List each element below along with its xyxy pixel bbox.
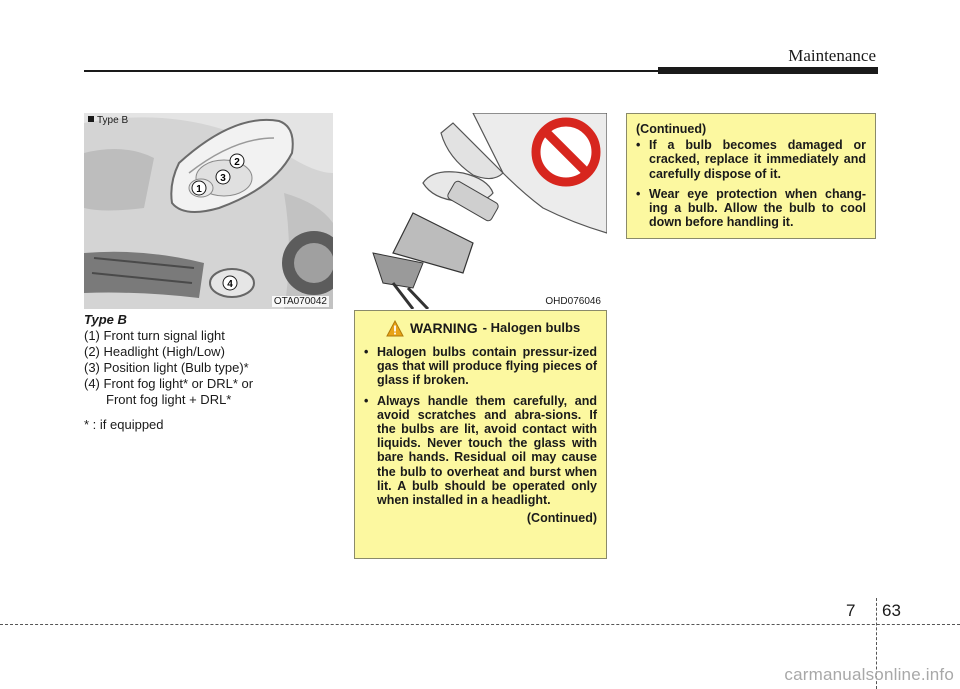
hand-bulb-illustration bbox=[353, 113, 607, 309]
warning-box bbox=[354, 310, 607, 559]
figure-code-right: OHD076046 bbox=[545, 296, 601, 307]
callout-1 bbox=[192, 181, 206, 195]
bulb-handling-figure bbox=[353, 113, 607, 309]
continued-heading: (Continued) bbox=[636, 122, 707, 136]
warning-subtitle: - Halogen bulbs bbox=[482, 320, 581, 336]
footer-rule bbox=[0, 624, 960, 625]
callout-layer bbox=[84, 113, 333, 309]
callout-3 bbox=[216, 170, 230, 184]
section-title: Maintenance bbox=[788, 46, 876, 65]
caption-note: * : if equipped bbox=[84, 417, 164, 432]
prohibition-icon bbox=[536, 122, 596, 182]
header-rule-accent bbox=[658, 67, 878, 74]
continued-warning-box bbox=[626, 113, 876, 239]
callout-4-text: 4 bbox=[227, 279, 233, 290]
list-item: • Halogen bulbs contain pressur-ized gas that will produce flying pieces of glass if broken. bbox=[364, 345, 597, 388]
warning-label: WARNING bbox=[410, 320, 478, 337]
list-item: • Always handle them carefully, and avoid scratches and abra-sions. If the bulbs are lit, avoid contact with liquids. Never touch the glass with bare hands. Residual oil may cause the bulb to overheat and burst when lit. A bulb should be operated only when installed in a headlight. bbox=[364, 393, 597, 508]
caption-item: (1) Front turn signal light bbox=[84, 328, 225, 343]
warning-bullets bbox=[364, 345, 597, 507]
caption-title: Type B bbox=[84, 312, 127, 327]
page-number: 63 bbox=[882, 601, 901, 620]
figure-type-tag: Type B bbox=[88, 115, 128, 126]
figure-caption bbox=[84, 312, 344, 433]
list-item: • If a bulb becomes damaged or cracked, replace it immediately and carefully dispose of it. bbox=[636, 138, 866, 181]
caption-item: (2) Headlight (High/Low) bbox=[84, 344, 225, 359]
continued-bullets bbox=[636, 138, 866, 229]
callout-4 bbox=[223, 276, 237, 290]
caption-item: (3) Position light (Bulb type)* bbox=[84, 360, 249, 375]
headlight-figure bbox=[84, 113, 333, 309]
warning-triangle-icon bbox=[386, 320, 404, 337]
callout-2-text: 2 bbox=[234, 157, 240, 168]
caption-item: (4) Front fog light* or DRL* or bbox=[84, 376, 254, 391]
continued-label: (Continued) bbox=[526, 511, 597, 526]
watermark: carmanualsonline.info bbox=[784, 665, 954, 684]
callout-2 bbox=[230, 154, 244, 168]
chapter-number: 7 bbox=[846, 601, 856, 620]
warning-header bbox=[386, 320, 597, 337]
callout-1-text: 1 bbox=[196, 184, 202, 195]
caption-item: Front fog light + DRL* bbox=[106, 392, 232, 407]
list-item: • Wear eye protection when chang-ing a bulb. Allow the bulb to cool down before handling it. bbox=[636, 186, 866, 230]
figure-code-left: OTA070042 bbox=[273, 296, 327, 307]
callout-3-text: 3 bbox=[220, 173, 226, 184]
